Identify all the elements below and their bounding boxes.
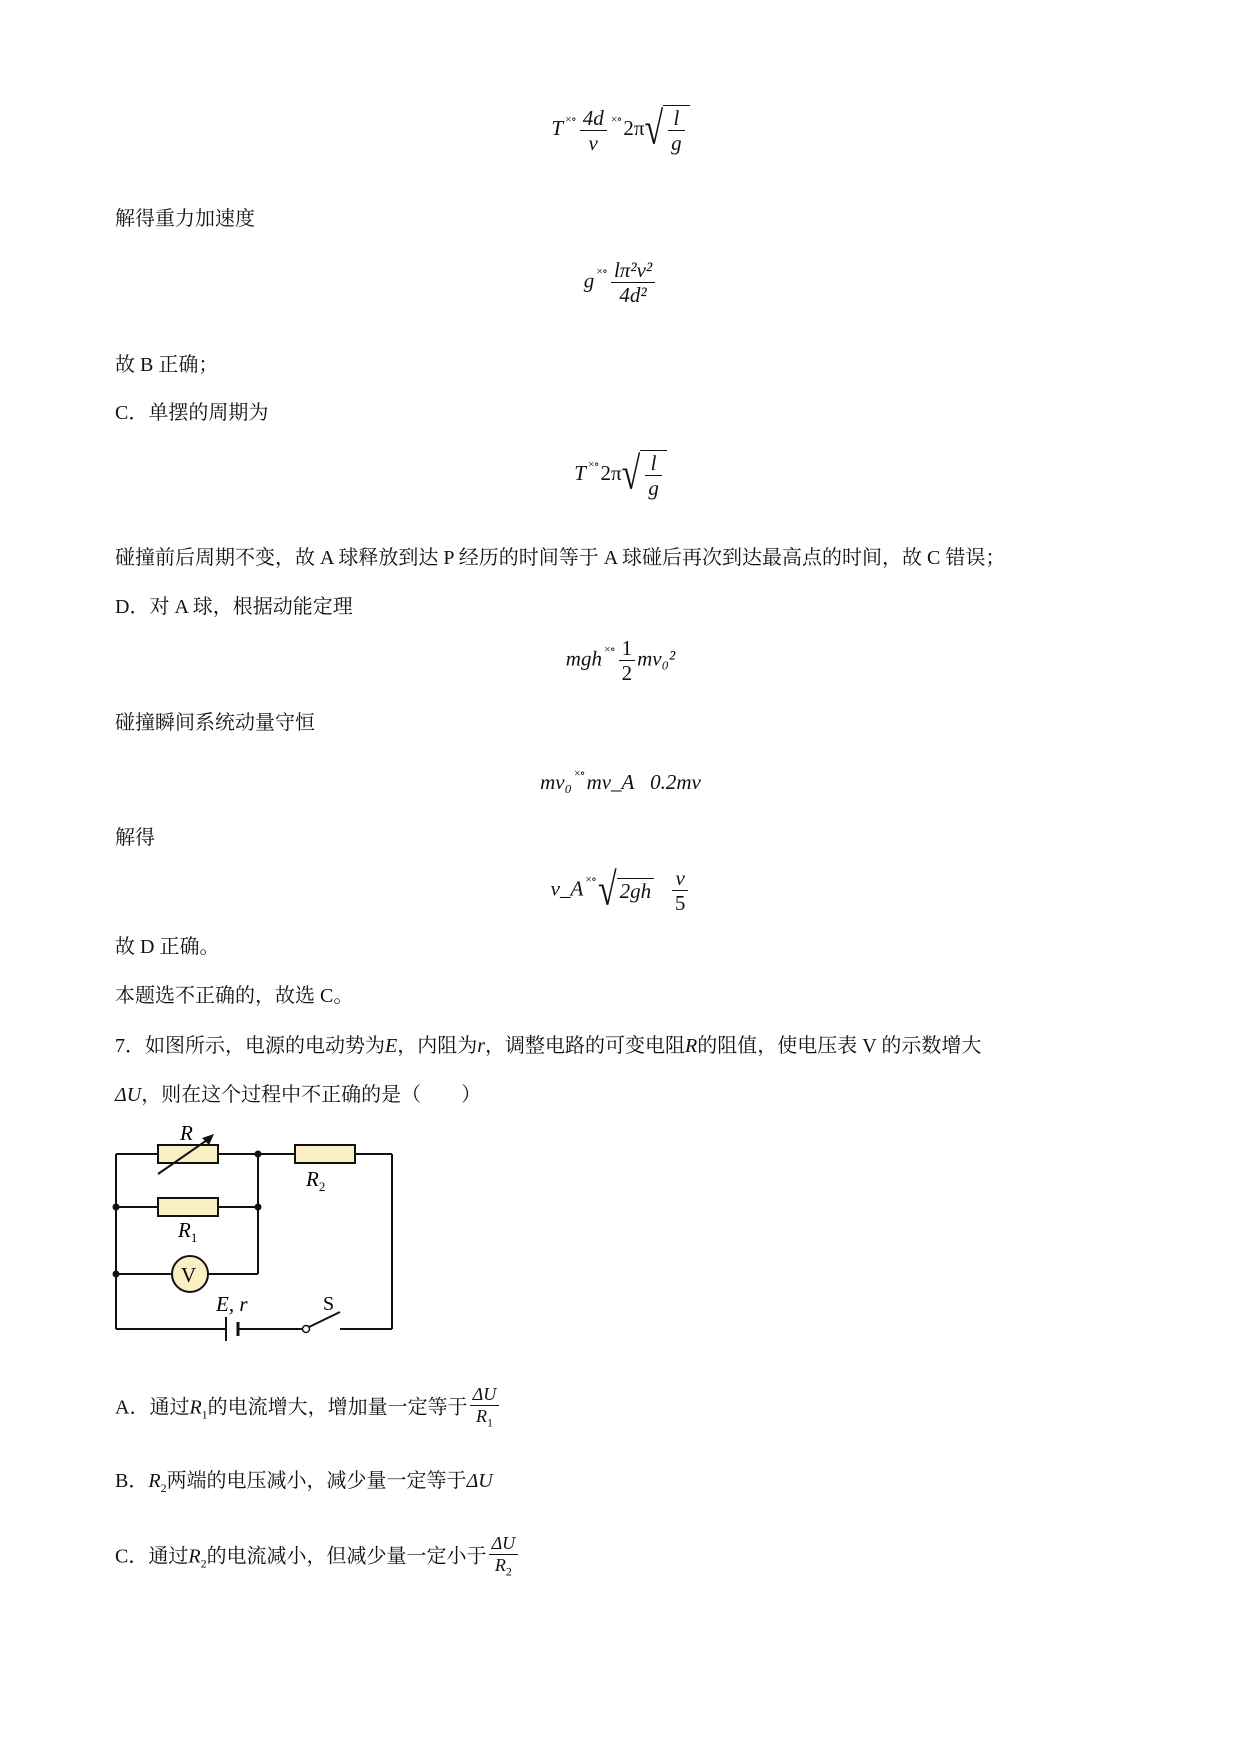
label-R2: $R_2$ <box>306 1167 326 1194</box>
equation-period-2: T ×∘2π√ $\frac{l}{g}$ <box>0 450 1241 500</box>
equals-glyph: ×∘ <box>573 766 585 780</box>
label-V: V <box>181 1263 197 1287</box>
equals-glyph: ×∘ <box>587 456 599 471</box>
resistor-R1 <box>158 1198 218 1216</box>
option-C: C．通过$R_2$的电流减小，但减少量一定小于 $\frac{\Delta U}{R_2}$ <box>115 1533 520 1583</box>
equation-period-1: T ×∘ $\frac{4d}{v}$ ×∘2π√ $\frac{l}{g}$ <box>0 105 1241 155</box>
equals-glyph: ×∘ <box>585 872 596 887</box>
text-line-2: 故 B 正确； <box>115 354 219 376</box>
option-B: B．$R_2$两端的电压减小，减少量一定等于ΔU <box>115 1470 493 1495</box>
text-line-8: 故 D 正确。 <box>115 936 220 958</box>
equals-glyph: ×∘ <box>565 111 576 126</box>
text-line-9: 本题选不正确的，故选 C。 <box>115 985 354 1007</box>
label-R: R <box>180 1124 193 1145</box>
equation-energy: mgh ×∘ $\frac{1}{2}$ mv₀² <box>565 636 676 685</box>
label-R1: $R_1$ <box>178 1218 198 1245</box>
equals-glyph: ×∘ <box>596 264 607 279</box>
option-A: A．通过$R_1$的电流增大，增加量一定等于 $\frac{\Delta U}{R_1}$ <box>115 1384 501 1434</box>
question-7-stem-line-1: 7．如图所示，电源的电动势为E，内阻为r，调整电路的可变电阻R的阻值，使电压表 V 的示数增大 <box>115 1035 982 1057</box>
text-line-6: 碰撞瞬间系统动量守恒 <box>115 712 315 734</box>
text-line-7: 解得 <box>115 827 155 849</box>
text-line-1: 解得重力加速度 <box>115 208 255 230</box>
resistor-R2 <box>295 1145 355 1163</box>
label-Er: E, r <box>216 1292 248 1316</box>
equation-velocity: v_A ×∘√ 2gh $\frac{v}{5}$ <box>0 866 1241 915</box>
equals-glyph: ×∘ <box>603 642 615 657</box>
circuit-diagram <box>110 1124 410 1354</box>
text-line-5: D．对 A 球，根据动能定理 <box>115 596 353 618</box>
switch-icon <box>303 1326 310 1333</box>
text-line-3: C．单摆的周期为 <box>115 402 269 424</box>
question-7-stem-line-2: ΔU，则在这个过程中不正确的是（ ） <box>115 1084 482 1106</box>
text-line-4: 碰撞前后周期不变，故 A 球释放到达 P 经历的时间等于 A 球碰后再次到达最高点的时间，故 C 错误； <box>115 547 1006 569</box>
label-S: S <box>323 1293 335 1315</box>
equation-gravity: g ×∘ $\frac{\text{lπ²v²}}{\text{4d²}}$ <box>0 258 1241 307</box>
equals-glyph: ×∘ <box>610 111 622 126</box>
equation-momentum: mv₀ ×∘mv_A 0.2mv <box>540 766 701 794</box>
